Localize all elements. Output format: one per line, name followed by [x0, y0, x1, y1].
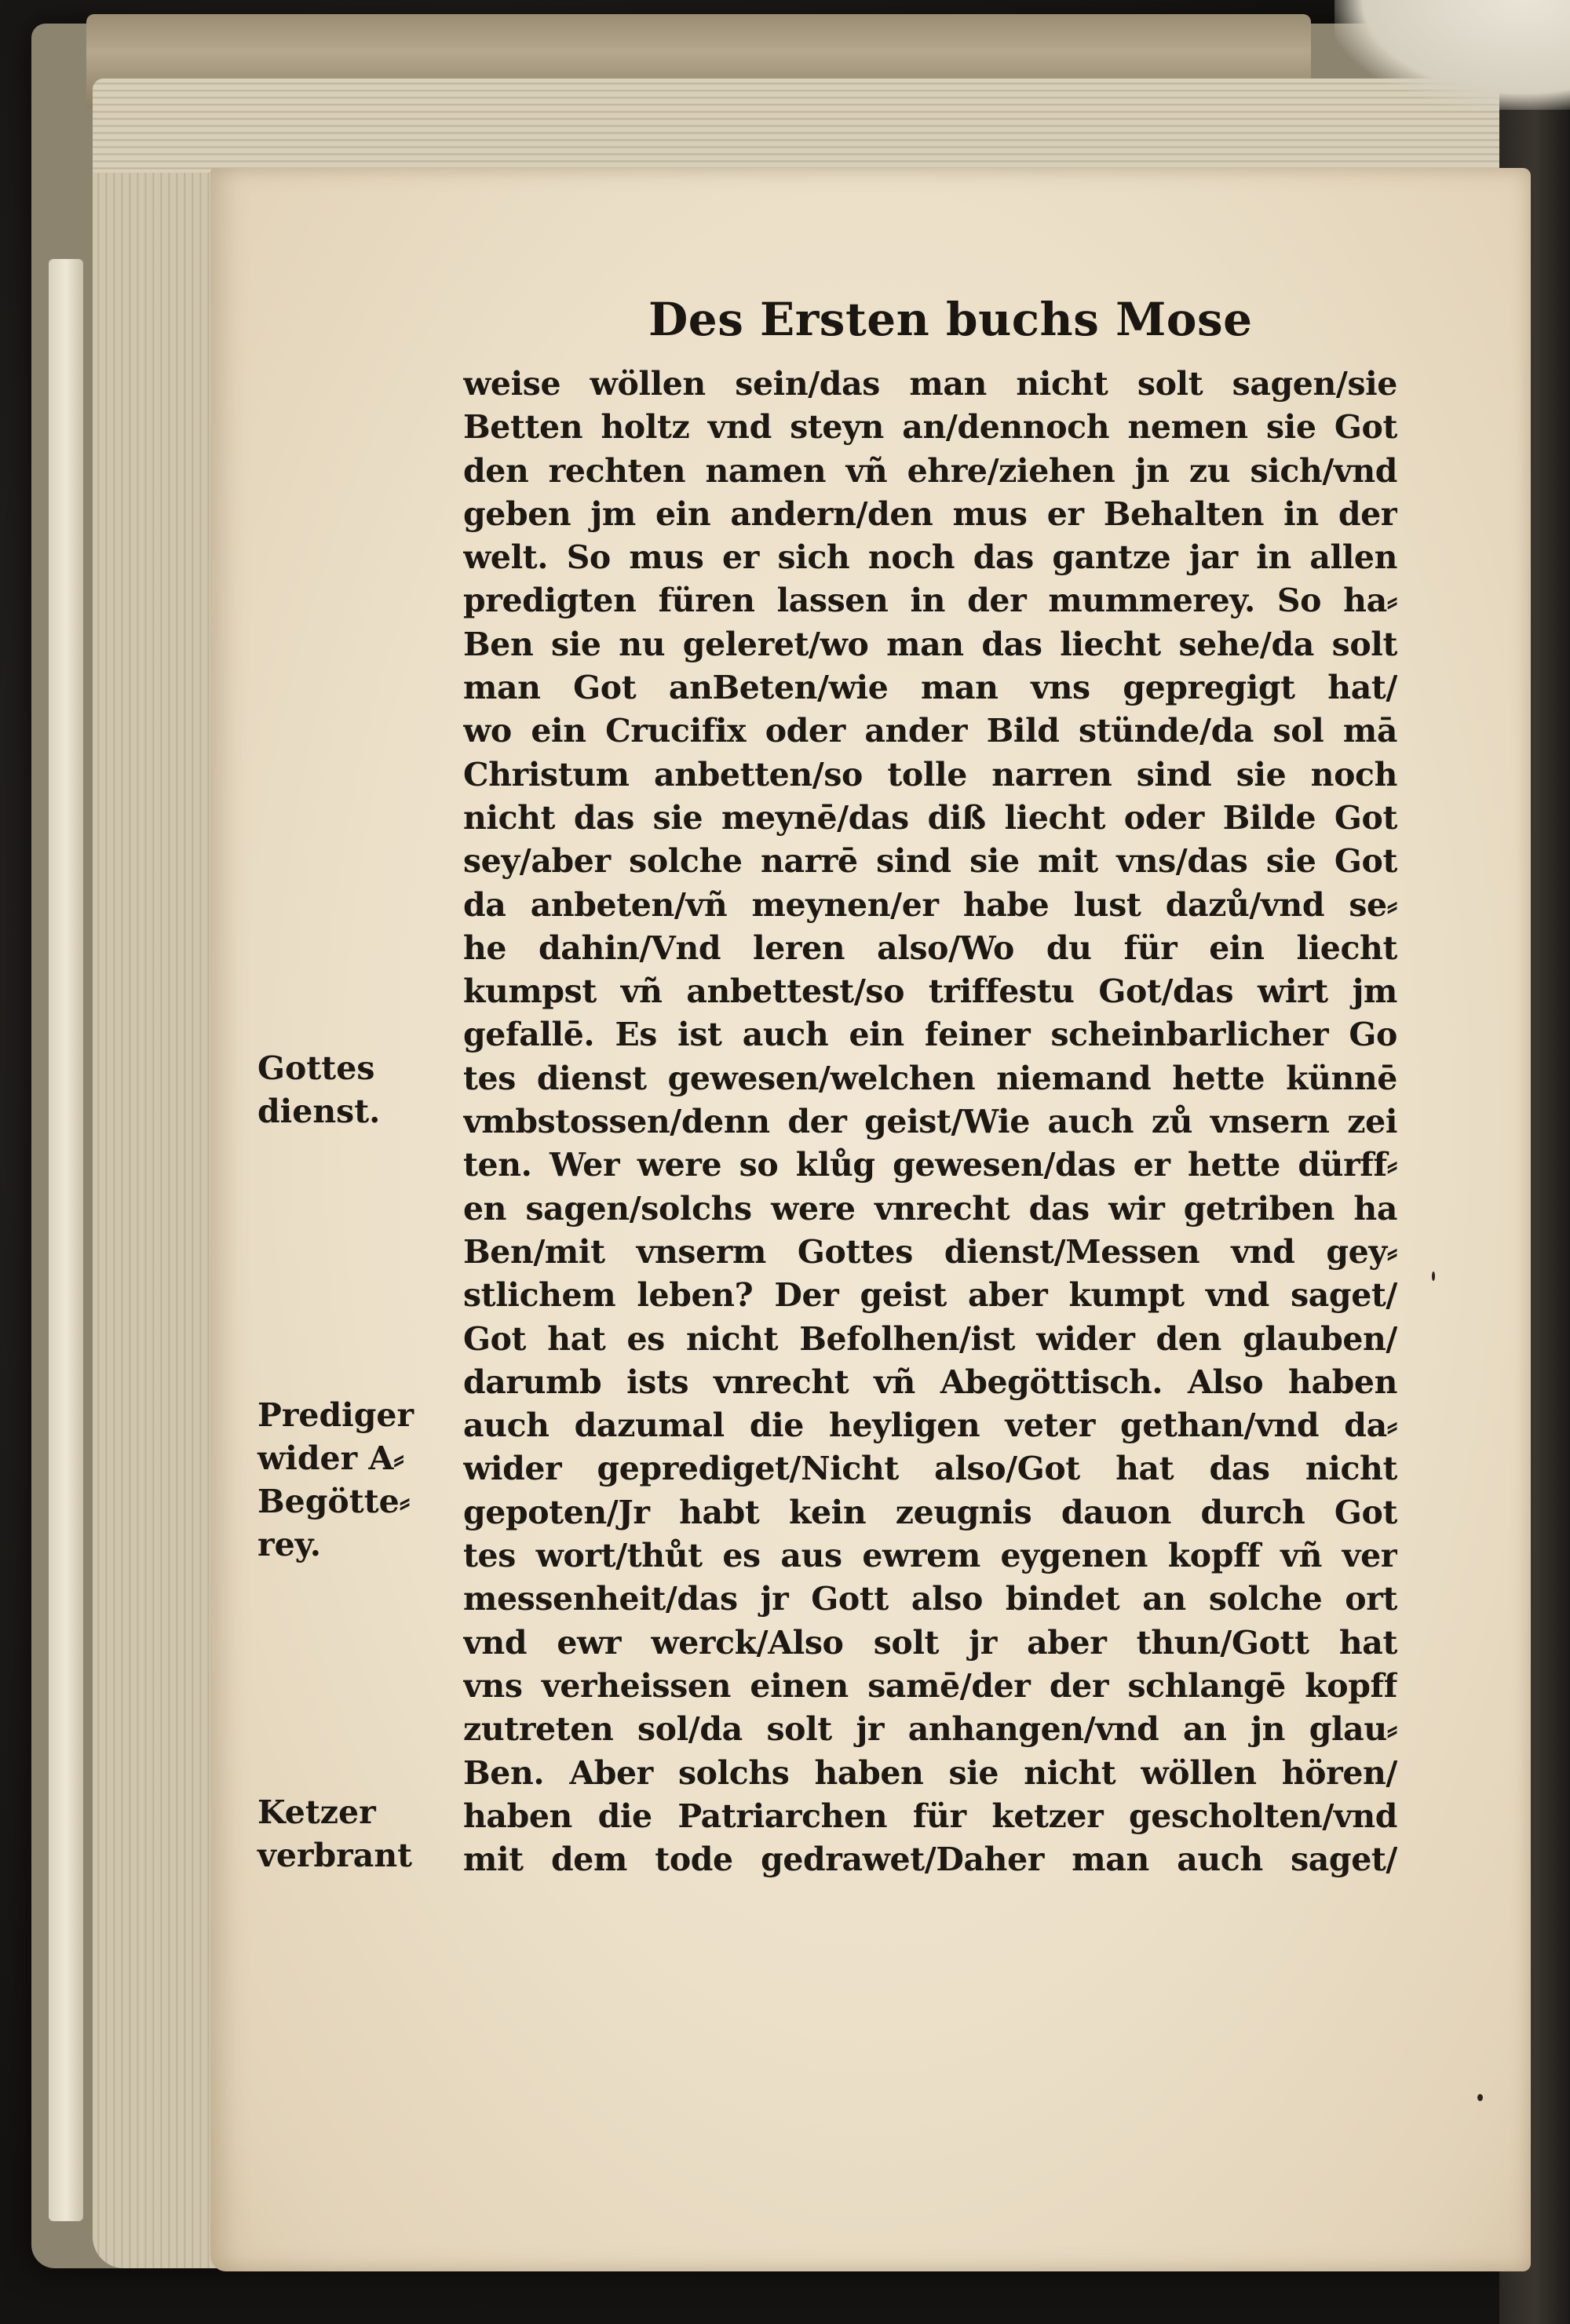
text-line: weise wöllen sein/das man nicht solt sagen/sie — [463, 365, 1397, 403]
text-line: tes wort/thůt es aus ewrem eygenen kopff vñ ver — [463, 1537, 1397, 1575]
text-line: ten. Wer were so klůg gewesen/das er hette dürff⸗ — [463, 1146, 1397, 1184]
margin-note-gottes-dienst — [257, 1047, 454, 1133]
text-line: da anbeten/vñ meynen/er habe lust dazů/vnd se⸗ — [463, 885, 1397, 924]
text-line: vnd ewr werck/Also solt jr aber thun/Gott hat — [463, 1623, 1397, 1662]
ink-speck — [1477, 2094, 1483, 2101]
text-line: en sagen/solchs were vnrecht das wir getriben ha — [463, 1189, 1397, 1228]
text-line: gefallē. Es ist auch ein feiner scheinbarlicher Go — [463, 1016, 1397, 1054]
text-line: vmbstossen/denn der geist/Wie auch zů vnsern zei — [463, 1103, 1397, 1141]
text-line: den rechten namen vñ ehre/ziehen jn zu sich/vnd — [463, 451, 1397, 490]
text-line: kumpst vñ anbettest/so triffestu Got/das wirt jm — [463, 972, 1397, 1011]
running-head: Des Ersten buchs Mose — [648, 293, 1253, 346]
text-line: vns verheissen einen samē/der der schlangē kopff — [463, 1666, 1397, 1705]
text-line: auch dazumal die heyligen veter gethan/vnd da⸗ — [463, 1406, 1397, 1445]
text-line: gepoten/Jr habt kein zeugnis dauon durch Got — [463, 1493, 1397, 1531]
margin-note-line: Prediger — [257, 1396, 414, 1434]
margin-note-line: Gottes — [257, 1049, 375, 1087]
text-line: mit dem tode gedrawet/Daher man auch saget/ — [463, 1841, 1397, 1879]
text-line: haben die Patriarchen für ketzer gescholten/vnd — [463, 1797, 1397, 1835]
text-line: wo ein Crucifix oder ander Bild stünde/da sol mā — [463, 712, 1397, 750]
text-line: Ben/mit vnserm Gottes dienst/Messen vnd gey⸗ — [463, 1232, 1397, 1271]
text-line: messenheit/das jr Gott also bindet an solche ort — [463, 1580, 1397, 1618]
margin-note-line: Ketzer — [257, 1793, 376, 1831]
margin-note-line: verbrant — [257, 1837, 413, 1874]
corner-paper-scrap — [1334, 0, 1570, 110]
margin-note-line: wider A⸗ — [257, 1439, 404, 1477]
text-line: Ben. Aber solchs haben sie nicht wöllen hören/ — [463, 1753, 1397, 1792]
text-line: geben jm ein andern/den mus er Behalten in der — [463, 494, 1397, 533]
text-line: wider geprediget/Nicht also/Got hat das nicht — [463, 1450, 1397, 1488]
body-text-block — [463, 363, 1397, 1881]
text-line: nicht das sie meynē/das diß liecht oder Bilde Got — [463, 798, 1397, 837]
text-line: man Got anBeten/wie man vns gepregigt hat/ — [463, 669, 1397, 707]
text-line: predigten füren lassen in der mummerey. So ha⸗ — [463, 582, 1397, 620]
margin-note-line: dienst. — [257, 1093, 381, 1130]
margin-note-ketzer — [257, 1791, 454, 1877]
text-line: stlichem leben? Der geist aber kumpt vnd saget/ — [463, 1276, 1397, 1315]
text-line: darumb ists vnrecht vñ Abegöttisch. Also haben — [463, 1363, 1397, 1401]
text-line: Betten holtz vnd steyn an/dennoch nemen sie Got — [463, 408, 1397, 447]
margin-note-line: Begötte⸗ — [257, 1483, 411, 1520]
margin-note-prediger — [257, 1394, 454, 1567]
text-line: Christum anbetten/so tolle narren sind sie noch — [463, 755, 1397, 794]
text-line: tes dienst gewesen/welchen niemand hette künnē — [463, 1059, 1397, 1097]
book-spine-edge — [49, 259, 83, 2221]
margin-note-line: rey. — [257, 1526, 322, 1563]
text-line: sey/aber solche narrē sind sie mit vns/das sie Got — [463, 842, 1397, 881]
text-line: welt. So mus er sich noch das gantze jar in allen — [463, 538, 1397, 577]
text-line: Ben sie nu geleret/wo man das liecht sehe/da solt — [463, 625, 1397, 663]
text-line: zutreten sol/da solt jr anhangen/vnd an jn glau⸗ — [463, 1710, 1397, 1749]
text-line: Got hat es nicht Befolhen/ist wider den glauben/ — [463, 1319, 1397, 1358]
text-line: he dahin/Vnd leren also/Wo du für ein liecht — [463, 929, 1397, 967]
ink-speck — [1432, 1271, 1435, 1281]
